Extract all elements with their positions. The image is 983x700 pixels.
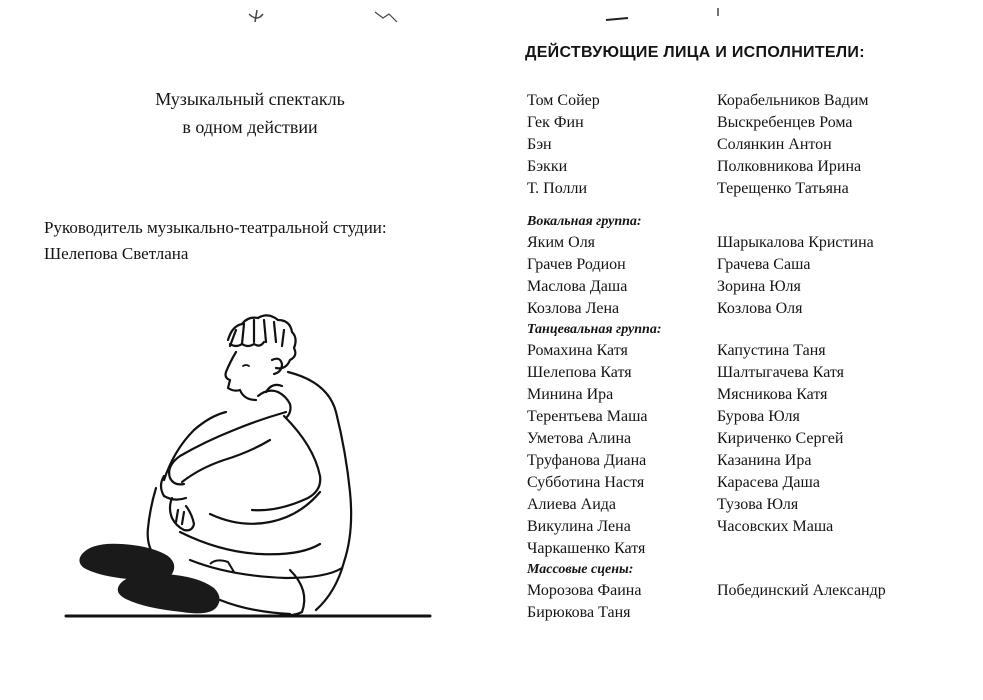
cast-row bbox=[527, 90, 967, 112]
dance-row bbox=[527, 406, 967, 428]
play-subtitle bbox=[120, 85, 380, 141]
role-name: Т. Полли bbox=[527, 180, 588, 197]
performer-left: Грачев Родион bbox=[527, 256, 626, 273]
performer-right: Бурова Юля bbox=[717, 408, 800, 425]
cast-heading: ДЕЙСТВУЮЩИЕ ЛИЦА И ИСПОЛНИТЕЛИ: bbox=[525, 44, 865, 61]
performer-left: Минина Ира bbox=[527, 386, 614, 403]
performer-left: Морозова Фаина bbox=[527, 582, 642, 599]
performer-right: Тузова Юля bbox=[717, 496, 799, 513]
dance-row bbox=[527, 538, 967, 560]
actor-name: Терещенко Татьяна bbox=[717, 180, 849, 197]
dance-row bbox=[527, 384, 967, 406]
vocal-row bbox=[527, 298, 967, 320]
performer-left: Субботина Настя bbox=[527, 474, 645, 491]
vocal-row bbox=[527, 254, 967, 276]
performer-right: Побединский Александр bbox=[717, 582, 886, 599]
performer-right: Шарыкалова Кристина bbox=[717, 234, 874, 251]
performer-left: Труфанова Диана bbox=[527, 452, 647, 469]
role-name: Бэн bbox=[527, 136, 552, 153]
performer-right: Казанина Ира bbox=[717, 452, 812, 469]
director-name: Шелепова Светлана bbox=[44, 244, 189, 263]
director-credit bbox=[44, 215, 387, 267]
dance-row bbox=[527, 450, 967, 472]
performer-left: Викулина Лена bbox=[527, 518, 631, 535]
sitting-boy-illustration bbox=[60, 300, 440, 630]
performer-left: Бирюкова Таня bbox=[527, 604, 631, 621]
vocal-row bbox=[527, 276, 967, 298]
dance-row bbox=[527, 362, 967, 384]
mass-row bbox=[527, 602, 967, 624]
actor-name: Солянкин Антон bbox=[717, 136, 832, 153]
performer-right: Карасева Даша bbox=[717, 474, 820, 491]
cast-list bbox=[527, 90, 967, 624]
print-marks-right bbox=[600, 8, 730, 28]
dance-row bbox=[527, 516, 967, 538]
role-name: Гек Фин bbox=[527, 114, 584, 131]
performer-left: Терентьева Маша bbox=[527, 408, 648, 425]
actor-name: Корабельников Вадим bbox=[717, 92, 869, 109]
vocal-group-label: Вокальная группа: bbox=[527, 214, 642, 229]
cast-row bbox=[527, 178, 967, 200]
performer-left: Яким Оля bbox=[527, 234, 596, 251]
actor-name: Полковникова Ирина bbox=[717, 158, 862, 175]
subtitle-line-1: Музыкальный спектакль bbox=[155, 89, 345, 109]
dance-row bbox=[527, 340, 967, 362]
dance-group-label: Танцевальная группа: bbox=[527, 322, 662, 337]
cast-row bbox=[527, 156, 967, 178]
spacer bbox=[527, 200, 967, 212]
performer-left: Уметова Алина bbox=[527, 430, 632, 447]
performer-right: Часовских Маша bbox=[717, 518, 834, 535]
performer-left: Маслова Даша bbox=[527, 278, 628, 295]
role-name: Том Сойер bbox=[527, 92, 600, 109]
subtitle-line-2: в одном действии bbox=[182, 117, 318, 137]
performer-left: Алиева Аида bbox=[527, 496, 617, 513]
dance-row bbox=[527, 494, 967, 516]
actor-name: Выскребенцев Рома bbox=[717, 114, 853, 131]
performer-left: Шелепова Катя bbox=[527, 364, 632, 381]
vocal-row bbox=[527, 232, 967, 254]
cast-row bbox=[527, 112, 967, 134]
performer-right: Кириченко Сергей bbox=[717, 430, 844, 447]
performer-left: Козлова Лена bbox=[527, 300, 620, 317]
performer-right: Мясникова Катя bbox=[717, 386, 828, 403]
dance-row bbox=[527, 472, 967, 494]
dance-row bbox=[527, 428, 967, 450]
director-label: Руководитель музыкально-театральной студии: bbox=[44, 218, 387, 237]
performer-right: Шалтыгачева Катя bbox=[717, 364, 845, 381]
role-name: Бэкки bbox=[527, 158, 568, 175]
mass-row bbox=[527, 580, 967, 602]
print-marks bbox=[245, 8, 405, 28]
performer-right: Зорина Юля bbox=[717, 278, 801, 295]
cast-row bbox=[527, 134, 967, 156]
performer-right: Козлова Оля bbox=[717, 300, 803, 317]
performer-right: Грачева Саша bbox=[717, 256, 811, 273]
performer-left: Ромахина Катя bbox=[527, 342, 628, 359]
performer-left: Чаркашенко Катя bbox=[527, 540, 646, 557]
mass-scenes-label: Массовые сцены: bbox=[527, 562, 634, 577]
performer-right: Капустина Таня bbox=[717, 342, 826, 359]
